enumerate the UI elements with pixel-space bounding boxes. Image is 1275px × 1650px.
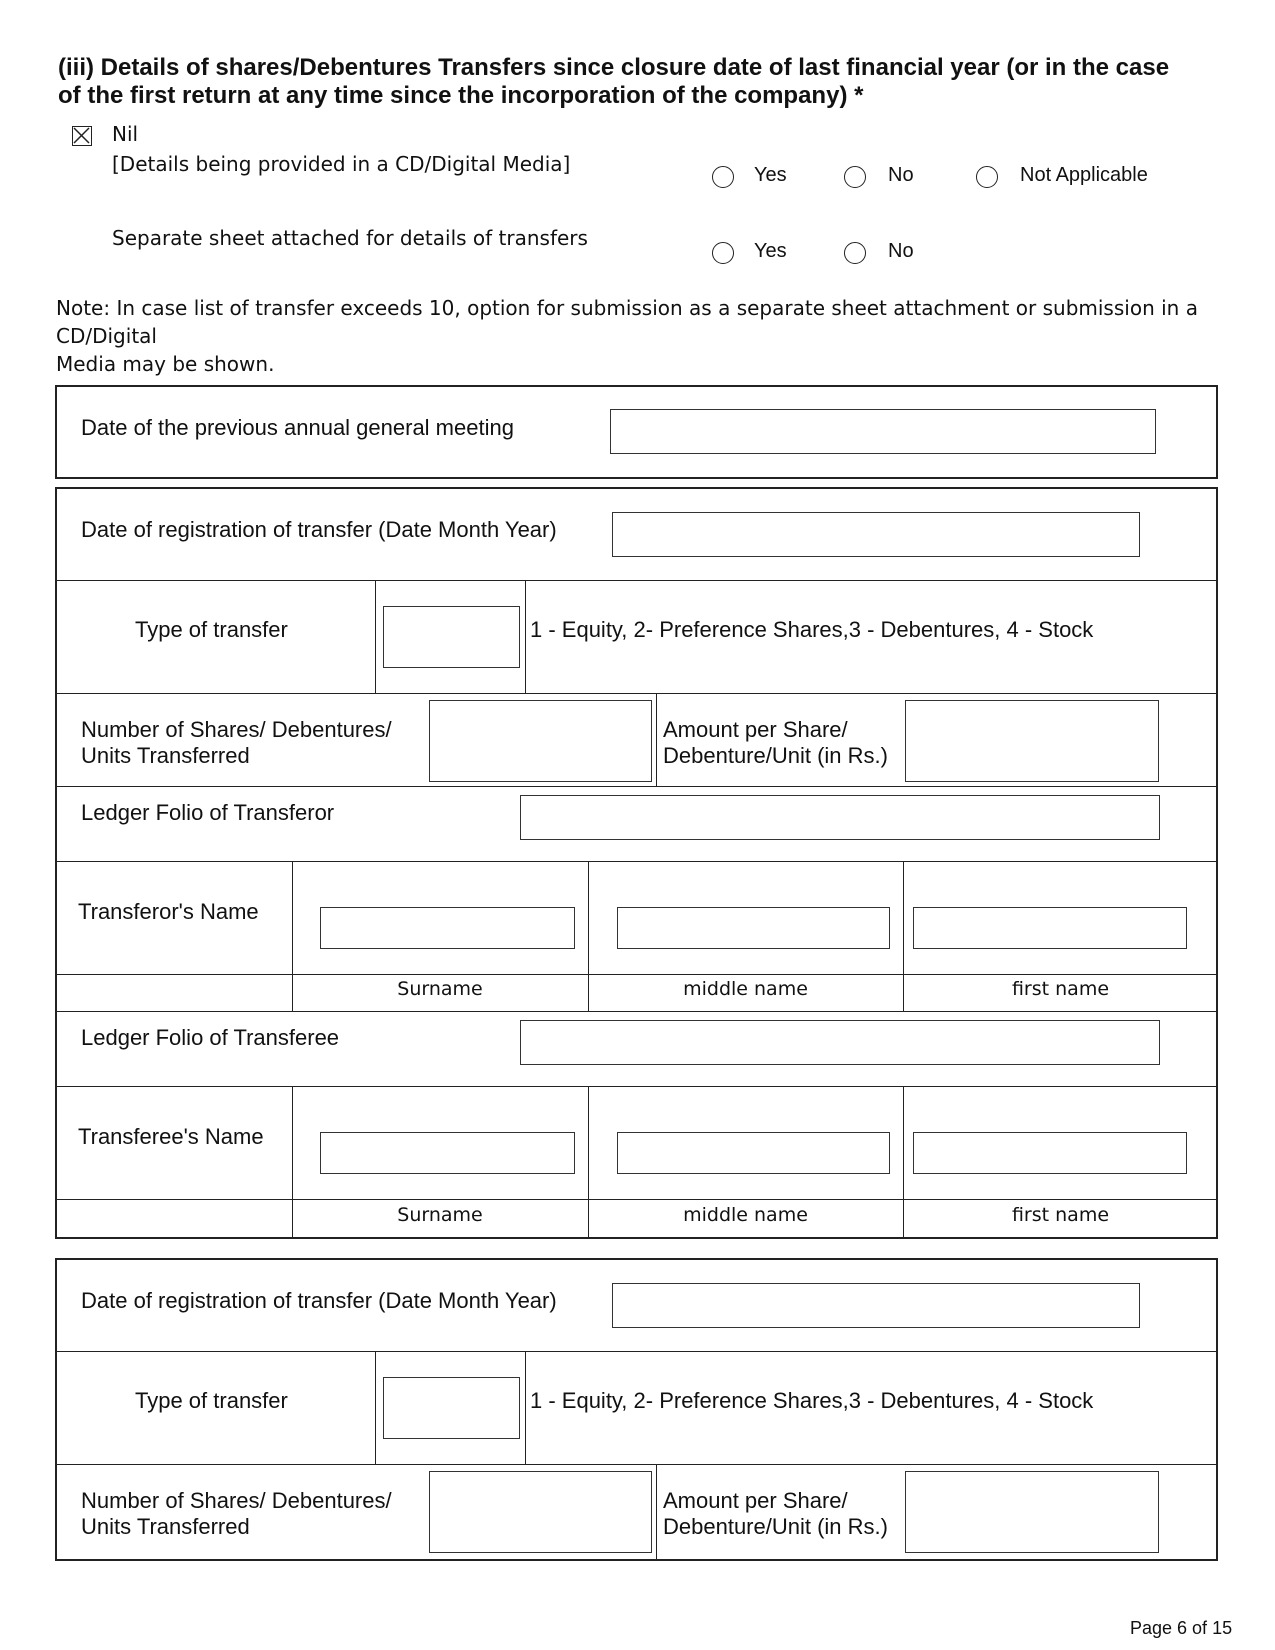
section-heading-line1: (iii) Details of shares/Debentures Transfers since closure date of last financial year (or in the case — [58, 54, 1170, 81]
transfer-1-amount-label — [663, 717, 888, 769]
previous-agm-label: Date of the previous annual general meeting — [81, 415, 514, 440]
transfer-note-line2: Media may be shown. — [56, 352, 275, 376]
transfer-1-transferor-middle-input[interactable] — [617, 907, 890, 949]
transfer-1-ledger-transferee-label: Ledger Folio of Transferee — [81, 1025, 340, 1050]
divider — [55, 1464, 1218, 1465]
divider — [55, 693, 1218, 694]
divider — [55, 1011, 1218, 1012]
transfer-1-transferor-first-caption: first name — [1011, 978, 1110, 1000]
transfer-2-amount-input[interactable] — [905, 1471, 1159, 1553]
transfer-note — [56, 294, 1236, 378]
transfer-1-transferee-surname-input[interactable] — [320, 1132, 575, 1174]
transfer-1-transferee-first-input[interactable] — [913, 1132, 1187, 1174]
divider — [55, 1086, 1218, 1087]
section-heading-line2: of the first return at any time since the incorporation of the company) * — [58, 82, 864, 109]
transfer-1-number-label-line1: Number of Shares/ Debentures/ — [81, 717, 392, 742]
nil-checkbox[interactable] — [72, 126, 92, 146]
transfer-2-type-legend: 1 - Equity, 2- Preference Shares,3 - Debentures, 4 - Stock — [530, 1388, 1094, 1413]
transfer-1-ledger-transferor-label: Ledger Folio of Transferor — [81, 800, 335, 825]
divider — [375, 580, 376, 693]
transfer-1-ledger-transferee-input[interactable] — [520, 1020, 1160, 1065]
transfer-2-amount-label — [663, 1488, 888, 1540]
divider — [656, 693, 657, 786]
transfer-1-amount-label-line2: Debenture/Unit (in Rs.) — [663, 743, 888, 768]
transfer-1-transferee-middle-input[interactable] — [617, 1132, 890, 1174]
transfer-1-transferee-surname-caption: Surname — [397, 1204, 483, 1226]
transfer-1-date-label: Date of registration of transfer (Date Month Year) — [81, 517, 557, 542]
transfer-1-number-label-line2: Units Transferred — [81, 743, 250, 768]
transfer-2-type-input[interactable] — [383, 1377, 520, 1439]
transfer-1-type-label: Type of transfer — [135, 617, 288, 642]
transfer-2-type-label: Type of transfer — [135, 1388, 288, 1413]
transfer-2-amount-label-line2: Debenture/Unit (in Rs.) — [663, 1514, 888, 1539]
transfer-2-date-label: Date of registration of transfer (Date Month Year) — [81, 1288, 557, 1313]
transfer-1-amount-label-line1: Amount per Share/ — [663, 717, 848, 742]
separate-sheet-yes-label: Yes — [754, 240, 787, 262]
separate-sheet-label: Separate sheet attached for details of transfers — [112, 226, 588, 250]
separate-sheet-yes-radio[interactable] — [712, 242, 734, 264]
divider — [55, 861, 1218, 862]
transfer-2-date-input[interactable] — [612, 1283, 1140, 1328]
section-heading — [58, 54, 1228, 110]
separate-sheet-no-label: No — [888, 240, 914, 262]
checkbox-cross-icon — [73, 127, 90, 144]
divider — [525, 1351, 526, 1464]
transfer-note-line1: Note: In case list of transfer exceeds 10, option for submission as a separate sheet attachment or submission in a CD/Digital — [56, 296, 1198, 348]
divider — [55, 974, 1218, 975]
cd-media-yes-label: Yes — [754, 164, 787, 186]
transfer-1-amount-input[interactable] — [905, 700, 1159, 782]
transfer-2-number-label-line1: Number of Shares/ Debentures/ — [81, 1488, 392, 1513]
transfer-1-transferee-middle-caption: middle name — [683, 1204, 808, 1226]
transfer-1-date-input[interactable] — [612, 512, 1140, 557]
transfer-2-amount-label-line1: Amount per Share/ — [663, 1488, 848, 1513]
transfer-1-transferee-name-label: Transferee's Name — [78, 1124, 264, 1149]
transfer-2-number-input[interactable] — [429, 1471, 652, 1553]
transfer-1-transferor-first-input[interactable] — [913, 907, 1187, 949]
cd-media-yes-radio[interactable] — [712, 166, 734, 188]
divider — [375, 1351, 376, 1464]
divider — [55, 580, 1218, 581]
cd-media-label: [Details being provided in a CD/Digital Media] — [112, 152, 571, 176]
nil-label: Nil — [112, 122, 139, 146]
divider — [656, 1464, 657, 1561]
divider — [55, 1199, 1218, 1200]
transfer-1-number-input[interactable] — [429, 700, 652, 782]
transfer-1-transferor-surname-caption: Surname — [397, 978, 483, 1000]
cd-media-na-label: Not Applicable — [1020, 164, 1148, 186]
transfer-1-transferor-middle-caption: middle name — [683, 978, 808, 1000]
page-number: Page 6 of 15 — [1130, 1618, 1233, 1638]
divider — [55, 786, 1218, 787]
transfer-2-number-label-line2: Units Transferred — [81, 1514, 250, 1539]
transfer-1-transferor-name-label: Transferor's Name — [78, 899, 259, 924]
divider — [525, 580, 526, 693]
previous-agm-input[interactable] — [610, 409, 1156, 454]
transfer-1-transferor-surname-input[interactable] — [320, 907, 575, 949]
cd-media-no-radio[interactable] — [844, 166, 866, 188]
transfer-1-number-label — [81, 717, 392, 769]
transfer-1-transferee-first-caption: first name — [1011, 1204, 1110, 1226]
cd-media-na-radio[interactable] — [976, 166, 998, 188]
transfer-1-ledger-transferor-input[interactable] — [520, 795, 1160, 840]
divider — [55, 1351, 1218, 1352]
separate-sheet-no-radio[interactable] — [844, 242, 866, 264]
transfer-2-number-label — [81, 1488, 392, 1540]
transfer-1-type-input[interactable] — [383, 606, 520, 668]
cd-media-no-label: No — [888, 164, 914, 186]
transfer-1-type-legend: 1 - Equity, 2- Preference Shares,3 - Debentures, 4 - Stock — [530, 617, 1094, 642]
